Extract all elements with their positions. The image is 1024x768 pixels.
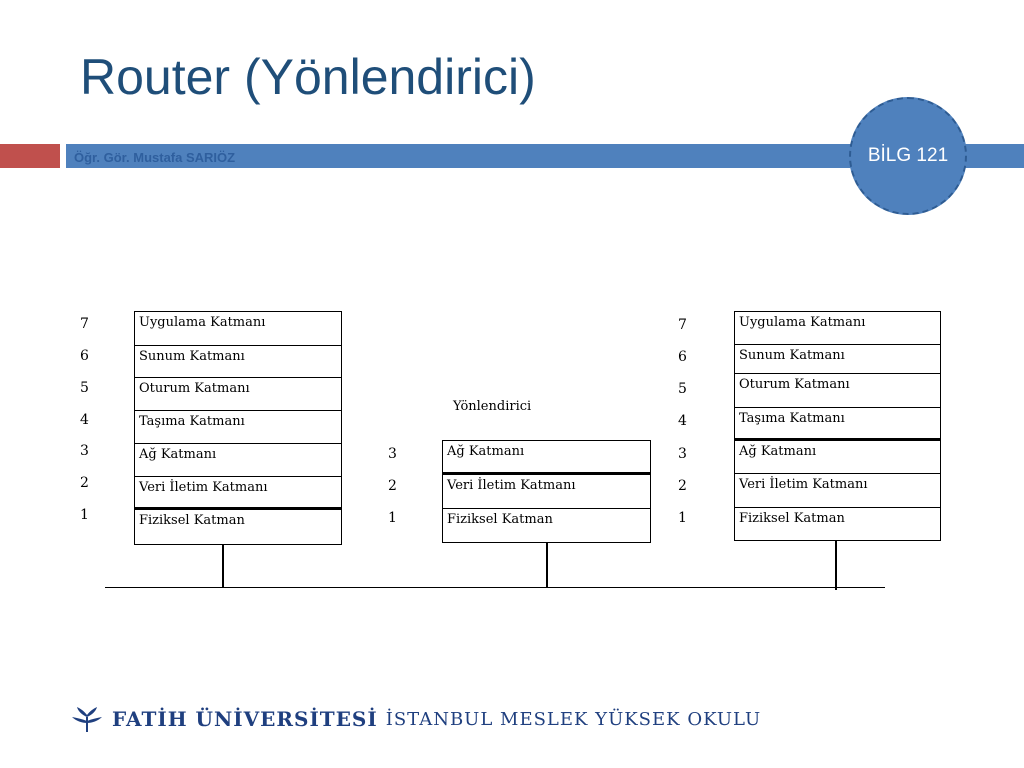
network-bus-line [105,587,885,588]
layer-application: Uygulama Katmanı [135,312,341,346]
university-name: FATİH ÜNİVERSİTESİ [112,707,378,731]
course-badge [849,97,967,215]
layer-transport: Taşıma Katmanı [735,408,940,441]
layer-physical: Fiziksel Katman [447,512,553,527]
layer-presentation: Sunum Katmanı [135,346,341,378]
layer-number: 2 [388,478,397,494]
layer-number: 4 [80,412,89,428]
layer-session: Oturum Katmanı [135,378,341,411]
layer-number: 3 [80,443,89,459]
layer-session: Oturum Katmanı [735,374,940,408]
layer-number: 7 [80,316,89,332]
layer-data-link: Veri İletim Katmanı [735,474,940,508]
layer-number: 6 [678,349,687,365]
layer-physical: Fiziksel Katman [139,513,245,528]
layer-number: 2 [80,475,89,491]
school-name: İSTANBUL MESLEK YÜKSEK OKULU [385,708,762,730]
layer-number: 7 [678,317,687,333]
header-bar-accent [0,144,60,168]
layer-number: 1 [388,510,397,526]
layer-number: 1 [678,510,687,526]
layer-presentation: Sunum Katmanı [735,345,940,374]
router-connector-line [546,543,548,588]
layer-physical: Fiziksel Katman [739,511,845,526]
layer-application: Uygulama Katmanı [735,312,940,345]
layer-network: Ağ Katmanı [735,441,940,474]
right-connector-line [835,541,837,590]
left-connector-line [222,545,224,588]
layer-number: 1 [80,507,89,523]
layer-number: 3 [388,446,397,462]
router-stack [442,440,651,543]
layer-number: 5 [80,380,89,396]
layer-number: 4 [678,413,687,429]
layer-network: Ağ Katmanı [135,444,341,477]
left-osi-stack [134,311,342,545]
layer-data-link: Veri İletim Katmanı [135,477,341,510]
slide-title: Router (Yönlendirici) [80,49,536,105]
layer-number: 3 [678,446,687,462]
tulip-logo-icon [70,705,104,733]
right-osi-stack [734,311,941,541]
course-badge-label: BİLG 121 [867,145,949,166]
footer [70,704,761,734]
layer-number: 5 [678,381,687,397]
layer-transport: Taşıma Katmanı [135,411,341,444]
layer-number: 6 [80,348,89,364]
router-label: Yönlendirici [453,399,532,414]
layer-network: Ağ Katmanı [443,441,650,475]
layer-number: 2 [678,478,687,494]
author-name: Öğr. Gör. Mustafa SARIÖZ [74,150,236,165]
layer-data-link: Veri İletim Katmanı [443,475,650,509]
